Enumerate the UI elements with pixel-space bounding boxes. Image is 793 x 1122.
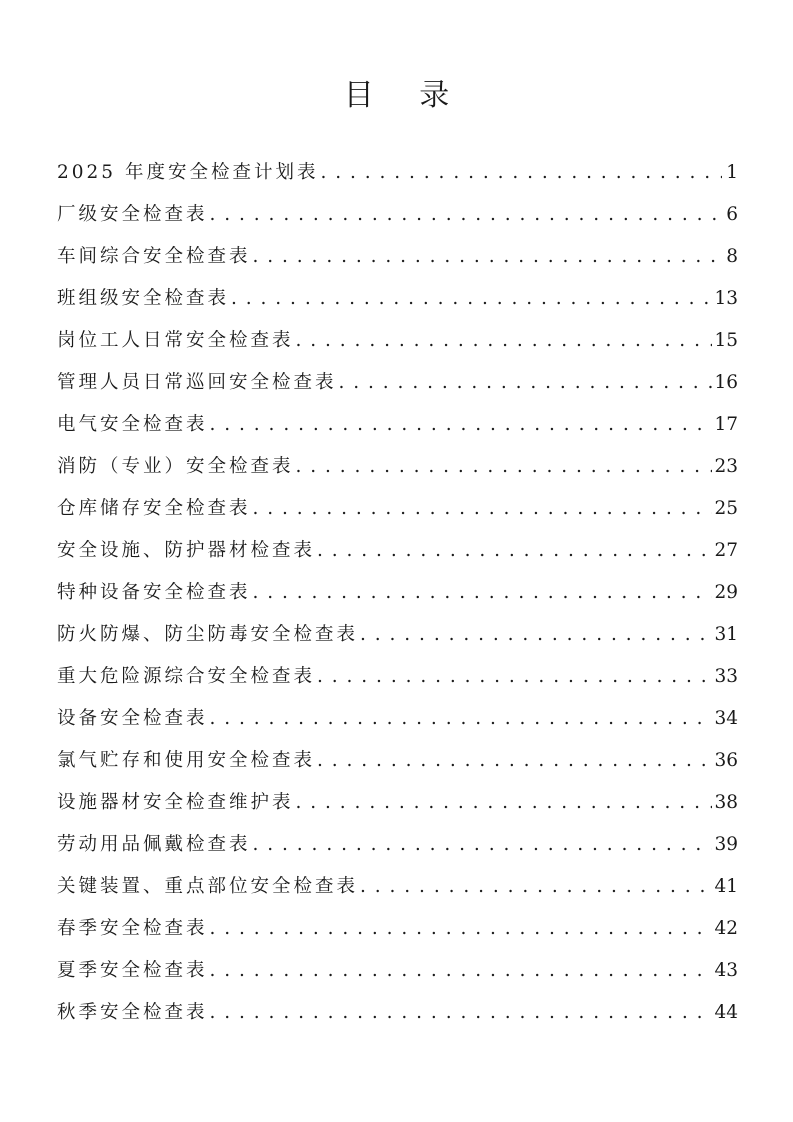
- toc-entry[interactable]: [57, 368, 738, 410]
- toc-entry-page-number: 43: [714, 960, 738, 981]
- toc-entry-label: 消防（专业）安全检查表: [57, 456, 294, 477]
- toc-entry-page-number: 6: [726, 204, 738, 225]
- toc-title: 目 录: [343, 78, 468, 113]
- toc-entry[interactable]: [57, 326, 738, 368]
- toc-dot-leader: [231, 288, 712, 309]
- toc-dot-leader: [317, 540, 712, 561]
- toc-dot-leader: [253, 834, 713, 855]
- toc-entry-label: 安全设施、防护器材检查表: [57, 540, 316, 561]
- toc-dot-leader: [210, 960, 713, 981]
- toc-entry-page-number: 34: [714, 708, 738, 729]
- toc-entry-label: 夏季安全检查表: [57, 960, 208, 981]
- toc-dot-leader: [296, 330, 713, 351]
- toc-entry[interactable]: [57, 452, 738, 494]
- toc-dot-leader: [210, 708, 713, 729]
- toc-entry[interactable]: [57, 662, 738, 704]
- toc-entry-label: 仓库储存安全检查表: [57, 498, 251, 519]
- toc-entry-label: 岗位工人日常安全检查表: [57, 330, 294, 351]
- toc-entry[interactable]: [57, 746, 738, 788]
- toc-dot-leader: [296, 456, 713, 477]
- toc-dot-leader: [360, 876, 712, 897]
- toc-entry-label: 设备安全检查表: [57, 708, 208, 729]
- toc-dot-leader: [253, 498, 713, 519]
- toc-entry[interactable]: [57, 242, 738, 284]
- toc-entry-label: 重大危险源综合安全检查表: [57, 666, 316, 687]
- toc-entry-page-number: 16: [714, 372, 738, 393]
- toc-entry-label: 班组级安全检查表: [57, 288, 230, 309]
- toc-entry[interactable]: [57, 578, 738, 620]
- toc-dot-leader: [210, 1002, 713, 1023]
- toc-entry[interactable]: [57, 158, 738, 200]
- toc-dot-leader: [320, 162, 722, 183]
- toc-entry-page-number: 38: [714, 792, 738, 813]
- toc-entry-page-number: 15: [714, 330, 738, 351]
- toc-dot-leader: [210, 414, 713, 435]
- toc-entry-page-number: 25: [714, 498, 738, 519]
- toc-entry[interactable]: [57, 914, 738, 956]
- toc-entry-page-number: 17: [714, 414, 738, 435]
- toc-entry-label: 秋季安全检查表: [57, 1002, 208, 1023]
- toc-entry[interactable]: [57, 284, 738, 326]
- toc-dot-leader: [360, 624, 712, 645]
- toc-dot-leader: [317, 750, 712, 771]
- toc-dot-leader: [210, 204, 722, 225]
- toc-entry-page-number: 1: [726, 162, 738, 183]
- toc-entry-page-number: 36: [714, 750, 738, 771]
- toc-entry-label: 车间综合安全检查表: [57, 246, 251, 267]
- toc-entry[interactable]: [57, 872, 738, 914]
- toc-dot-leader: [317, 666, 712, 687]
- toc-entry[interactable]: [57, 620, 738, 662]
- toc-dot-leader: [253, 246, 722, 267]
- toc-entry[interactable]: [57, 788, 738, 830]
- toc-entry[interactable]: [57, 536, 738, 578]
- toc-entry[interactable]: [57, 704, 738, 746]
- toc-entry-label: 厂级安全检查表: [57, 204, 208, 225]
- toc-entry-label: 春季安全检查表: [57, 918, 208, 939]
- toc-entry-label: 氯气贮存和使用安全检查表: [57, 750, 316, 771]
- toc-entry[interactable]: [57, 956, 738, 998]
- toc-entry-label: 特种设备安全检查表: [57, 582, 251, 603]
- toc-dot-leader: [253, 582, 713, 603]
- toc-entry-label: 设施器材安全检查维护表: [57, 792, 294, 813]
- toc-list: [57, 158, 738, 1040]
- toc-entry-page-number: 13: [714, 288, 738, 309]
- toc-entry-label: 防火防爆、防尘防毒安全检查表: [57, 624, 359, 645]
- toc-entry-page-number: 8: [726, 246, 738, 267]
- toc-entry-label: 关键装置、重点部位安全检查表: [57, 876, 359, 897]
- toc-entry-label: 电气安全检查表: [57, 414, 208, 435]
- toc-entry-page-number: 33: [714, 666, 738, 687]
- toc-entry-page-number: 41: [714, 876, 738, 897]
- toc-entry-page-number: 44: [714, 1002, 738, 1023]
- toc-dot-leader: [210, 918, 713, 939]
- toc-entry-page-number: 39: [714, 834, 738, 855]
- toc-entry-label: 管理人员日常巡回安全检查表: [57, 372, 337, 393]
- toc-entry-page-number: 27: [714, 540, 738, 561]
- toc-entry[interactable]: [57, 494, 738, 536]
- toc-entry-label: 2025 年度安全检查计划表: [57, 162, 319, 183]
- toc-entry-page-number: 31: [714, 624, 738, 645]
- toc-entry[interactable]: [57, 200, 738, 242]
- toc-entry-page-number: 29: [714, 582, 738, 603]
- toc-dot-leader: [339, 372, 713, 393]
- toc-dot-leader: [296, 792, 713, 813]
- toc-entry[interactable]: [57, 830, 738, 872]
- toc-entry-page-number: 42: [714, 918, 738, 939]
- toc-entry-label: 劳动用品佩戴检查表: [57, 834, 251, 855]
- toc-entry[interactable]: [57, 410, 738, 452]
- toc-entry[interactable]: [57, 998, 738, 1040]
- toc-entry-page-number: 23: [714, 456, 738, 477]
